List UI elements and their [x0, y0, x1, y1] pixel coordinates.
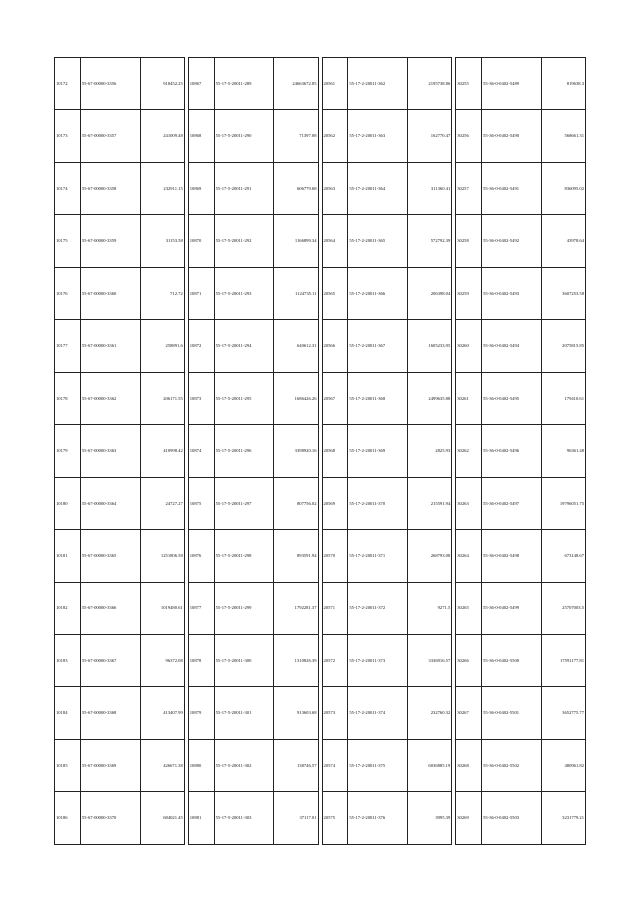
table-row	[55, 582, 185, 634]
document-number-cell: 55-67-00000-3367	[80, 634, 140, 686]
row-number-cell: 10872	[188, 320, 214, 372]
table-column-1	[54, 57, 185, 845]
document-number-cell: 55-17-5-20011-290	[214, 110, 274, 162]
row-number-cell: 20572	[322, 634, 348, 686]
amount-cell: 37117.01	[274, 792, 318, 845]
table-row	[456, 792, 586, 845]
table-row	[322, 425, 452, 477]
amount-cell: 480961.82	[541, 739, 585, 791]
amount-cell: 206171.55	[140, 372, 184, 424]
amount-cell: 241009.48	[140, 110, 184, 162]
document-number-cell: 55-36-0-0402-5491	[482, 162, 542, 214]
amount-cell: 2075815.85	[541, 320, 585, 372]
amount-cell: 31153.58	[140, 215, 184, 267]
amount-cell: 568661.31	[541, 110, 585, 162]
table-row	[55, 320, 185, 372]
amount-cell: 572792.39	[408, 215, 452, 267]
amount-cell: 1251806.58	[140, 530, 184, 582]
table-row	[456, 162, 586, 214]
amount-cell: 1019480.61	[140, 582, 184, 634]
document-number-cell: 55-17-5-20011-298	[214, 530, 274, 582]
row-number-cell: 20573	[322, 687, 348, 739]
document-number-cell: 55-17-5-20011-289	[214, 58, 274, 110]
amount-cell: 410998.42	[140, 425, 184, 477]
document-number-cell: 55-17-2-20011-375	[348, 739, 408, 791]
row-number-cell: 20563	[322, 162, 348, 214]
amount-cell: 9271.5	[408, 582, 452, 634]
document-number-cell: 55-67-00000-3362	[80, 372, 140, 424]
document-number-cell: 55-17-5-20011-292	[214, 215, 274, 267]
document-number-cell: 55-17-2-20011-366	[348, 267, 408, 319]
amount-cell: 2499635.88	[408, 372, 452, 424]
table-row	[456, 372, 586, 424]
amount-cell: 3231779.21	[541, 792, 585, 845]
row-number-cell: 30260	[456, 320, 482, 372]
row-number-cell: 10184	[55, 687, 81, 739]
document-number-cell: 55-17-5-20011-297	[214, 477, 274, 529]
row-number-cell: 30257	[456, 162, 482, 214]
document-number-cell: 55-67-00000-3366	[80, 582, 140, 634]
table-row	[55, 58, 185, 110]
table-row	[55, 792, 185, 845]
table-row	[188, 215, 318, 267]
table-row	[188, 58, 318, 110]
amount-cell: 2825.93	[408, 425, 452, 477]
table-row	[55, 372, 185, 424]
document-number-cell: 55-36-0-0402-5497	[482, 477, 542, 529]
row-number-cell: 20564	[322, 215, 348, 267]
row-number-cell: 10870	[188, 215, 214, 267]
table-row	[188, 582, 318, 634]
document-number-cell: 55-67-00000-3368	[80, 687, 140, 739]
document-number-cell: 55-17-2-20011-363	[348, 110, 408, 162]
row-number-cell: 30255	[456, 58, 482, 110]
table-row	[322, 687, 452, 739]
table-row	[188, 110, 318, 162]
document-number-cell: 55-67-00000-3364	[80, 477, 140, 529]
amount-cell: 232911.15	[140, 162, 184, 214]
document-number-cell: 55-17-2-20011-362	[348, 58, 408, 110]
table-row	[322, 162, 452, 214]
document-number-cell: 55-17-2-20011-369	[348, 425, 408, 477]
amount-cell: 1166899.34	[274, 215, 318, 267]
document-number-cell: 55-17-5-20011-303	[214, 792, 274, 845]
amount-cell: 268793.08	[408, 530, 452, 582]
amount-cell: 913603.68	[274, 687, 318, 739]
row-number-cell: 20570	[322, 530, 348, 582]
row-number-cell: 10874	[188, 425, 214, 477]
table-column-2	[188, 57, 319, 845]
row-number-cell: 10180	[55, 477, 81, 529]
table-row	[55, 739, 185, 791]
amount-cell: 71397.08	[274, 110, 318, 162]
table-row	[188, 792, 318, 845]
table-row	[456, 634, 586, 686]
document-number-cell: 55-17-5-20011-291	[214, 162, 274, 214]
document-number-cell: 55-67-00000-3363	[80, 425, 140, 477]
document-number-cell: 55-17-5-20011-294	[214, 320, 274, 372]
document-number-cell: 55-36-0-0402-5495	[482, 372, 542, 424]
row-number-cell: 10172	[55, 58, 81, 110]
row-number-cell: 10871	[188, 267, 214, 319]
table-row	[322, 372, 452, 424]
amount-cell: 413407.99	[140, 687, 184, 739]
document-number-cell: 55-36-0-0402-5489	[482, 58, 542, 110]
table-row	[55, 110, 185, 162]
document-number-cell: 55-17-2-20011-374	[348, 687, 408, 739]
table-row	[55, 215, 185, 267]
row-number-cell: 10177	[55, 320, 81, 372]
row-number-cell: 30258	[456, 215, 482, 267]
amount-cell: 179410.61	[541, 372, 585, 424]
row-number-cell: 10173	[55, 110, 81, 162]
table-row	[55, 425, 185, 477]
row-number-cell: 10868	[188, 110, 214, 162]
amount-cell: 3607253.58	[541, 267, 585, 319]
amount-cell: 2195738.86	[408, 58, 452, 110]
document-number-cell: 55-67-00000-3369	[80, 739, 140, 791]
row-number-cell: 10881	[188, 792, 214, 845]
table-row	[322, 58, 452, 110]
table-row	[456, 477, 586, 529]
amount-cell: 1124735.11	[274, 267, 318, 319]
table-row	[188, 162, 318, 214]
amount-cell: 96372.08	[140, 634, 184, 686]
table-row	[55, 477, 185, 529]
table-row	[322, 530, 452, 582]
document-number-cell: 55-67-00000-3365	[80, 530, 140, 582]
document-number-cell: 55-36-0-0402-5493	[482, 267, 542, 319]
row-number-cell: 30261	[456, 372, 482, 424]
table-row	[322, 634, 452, 686]
document-number-cell: 55-17-2-20011-364	[348, 162, 408, 214]
row-number-cell: 10880	[188, 739, 214, 791]
row-number-cell: 30269	[456, 792, 482, 845]
amount-cell: 25707003.5	[541, 582, 585, 634]
row-number-cell: 10183	[55, 634, 81, 686]
document-number-cell: 55-36-0-0402-5490	[482, 110, 542, 162]
table-column-4	[455, 57, 586, 845]
table-row	[188, 530, 318, 582]
row-number-cell: 30267	[456, 687, 482, 739]
table-row	[188, 425, 318, 477]
row-number-cell: 20568	[322, 425, 348, 477]
amount-cell: 3995.39	[408, 792, 452, 845]
document-number-cell: 55-67-00000-3356	[80, 58, 140, 110]
amount-cell: 96361.48	[541, 425, 585, 477]
document-number-cell: 55-17-5-20011-295	[214, 372, 274, 424]
document-number-cell: 55-17-2-20011-367	[348, 320, 408, 372]
document-number-cell: 55-36-0-0402-5496	[482, 425, 542, 477]
amount-cell: 3652775.77	[541, 687, 585, 739]
table-row	[456, 58, 586, 110]
amount-cell: 1605233.95	[408, 320, 452, 372]
table-row	[188, 267, 318, 319]
row-number-cell: 10869	[188, 162, 214, 214]
amount-cell: 206398.04	[408, 267, 452, 319]
amount-cell: 673148.67	[541, 530, 585, 582]
document-number-cell: 55-36-0-0402-5500	[482, 634, 542, 686]
table-row	[322, 739, 452, 791]
amount-cell: 426671.38	[140, 739, 184, 791]
document-number-cell: 55-17-5-20011-301	[214, 687, 274, 739]
document-number-cell: 55-17-2-20011-372	[348, 582, 408, 634]
row-number-cell: 10176	[55, 267, 81, 319]
amount-cell: 893591.94	[274, 530, 318, 582]
document-number-cell: 55-67-00000-3357	[80, 110, 140, 162]
amount-cell: 17591177.81	[541, 634, 585, 686]
document-number-cell: 55-17-5-20011-300	[214, 634, 274, 686]
document-number-cell: 55-67-00000-3361	[80, 320, 140, 372]
amount-cell: 684021.45	[140, 792, 184, 845]
amount-cell: 6036885.19	[408, 739, 452, 791]
amount-cell: 24727.27	[140, 477, 184, 529]
row-number-cell: 10876	[188, 530, 214, 582]
row-number-cell: 10178	[55, 372, 81, 424]
document-number-cell: 55-17-5-20011-302	[214, 739, 274, 791]
row-number-cell: 10185	[55, 739, 81, 791]
amount-cell: 918452.25	[140, 58, 184, 110]
row-number-cell: 10878	[188, 634, 214, 686]
table-row	[456, 530, 586, 582]
document-number-cell: 55-17-5-20011-293	[214, 267, 274, 319]
row-number-cell: 30268	[456, 739, 482, 791]
table-column-3	[322, 57, 453, 845]
table-row	[188, 634, 318, 686]
table-row	[188, 477, 318, 529]
document-number-cell: 55-17-5-20011-299	[214, 582, 274, 634]
row-number-cell: 10867	[188, 58, 214, 110]
row-number-cell: 10182	[55, 582, 81, 634]
row-number-cell: 20562	[322, 110, 348, 162]
table-row	[456, 425, 586, 477]
row-number-cell: 20574	[322, 739, 348, 791]
row-number-cell: 30256	[456, 110, 482, 162]
document-number-cell: 55-67-00000-3359	[80, 215, 140, 267]
row-number-cell: 20569	[322, 477, 348, 529]
amount-cell: 311360.41	[408, 162, 452, 214]
row-number-cell: 10875	[188, 477, 214, 529]
table-row	[322, 792, 452, 845]
document-number-cell: 55-36-0-0402-5492	[482, 215, 542, 267]
amount-cell: 19796051.75	[541, 477, 585, 529]
table-row	[456, 687, 586, 739]
table-row	[322, 320, 452, 372]
row-number-cell: 20575	[322, 792, 348, 845]
document-number-cell: 55-17-5-20011-296	[214, 425, 274, 477]
row-number-cell: 30265	[456, 582, 482, 634]
document-number-cell: 55-36-0-0402-5499	[482, 582, 542, 634]
document-number-cell: 55-67-00000-3370	[80, 792, 140, 845]
row-number-cell: 10879	[188, 687, 214, 739]
amount-cell: 1686426.26	[274, 372, 318, 424]
document-number-cell: 55-36-0-0402-5498	[482, 530, 542, 582]
amount-cell: 258891.6	[140, 320, 184, 372]
amount-cell: 1310826.39	[274, 634, 318, 686]
row-number-cell: 20566	[322, 320, 348, 372]
table-row	[456, 110, 586, 162]
document-number-cell: 55-67-00000-3360	[80, 267, 140, 319]
row-number-cell: 10186	[55, 792, 81, 845]
table-row	[322, 477, 452, 529]
document-number-cell: 55-36-0-0402-5503	[482, 792, 542, 845]
amount-cell: 807756.02	[274, 477, 318, 529]
document-number-cell: 55-17-2-20011-371	[348, 530, 408, 582]
table-row	[55, 530, 185, 582]
amount-cell: 162770.47	[408, 110, 452, 162]
amount-cell: 1792281.37	[274, 582, 318, 634]
row-number-cell: 20561	[322, 58, 348, 110]
amount-cell: 712.72	[140, 267, 184, 319]
row-number-cell: 20565	[322, 267, 348, 319]
document-number-cell: 55-67-00000-3358	[80, 162, 140, 214]
document-number-cell: 55-17-2-20011-368	[348, 372, 408, 424]
amount-cell: 24663672.85	[274, 58, 318, 110]
document-number-cell: 55-36-0-0402-5494	[482, 320, 542, 372]
table-row	[188, 739, 318, 791]
data-tables	[54, 57, 586, 845]
table-row	[456, 739, 586, 791]
document-number-cell: 55-17-2-20011-376	[348, 792, 408, 845]
row-number-cell: 30264	[456, 530, 482, 582]
row-number-cell: 10877	[188, 582, 214, 634]
row-number-cell: 10181	[55, 530, 81, 582]
table-row	[322, 110, 452, 162]
document-number-cell: 55-17-2-20011-373	[348, 634, 408, 686]
table-row	[55, 634, 185, 686]
table-row	[322, 215, 452, 267]
row-number-cell: 20571	[322, 582, 348, 634]
amount-cell: 232760.32	[408, 687, 452, 739]
row-number-cell: 30262	[456, 425, 482, 477]
row-number-cell: 30259	[456, 267, 482, 319]
row-number-cell: 10175	[55, 215, 81, 267]
amount-cell: 640612.31	[274, 320, 318, 372]
document-number-cell: 55-36-0-0402-5501	[482, 687, 542, 739]
table-row	[55, 267, 185, 319]
table-row	[322, 582, 452, 634]
document-number-cell: 55-17-2-20011-370	[348, 477, 408, 529]
table-row	[55, 687, 185, 739]
amount-cell: 3336916.57	[408, 634, 452, 686]
document-number-cell: 55-36-0-0402-5502	[482, 739, 542, 791]
table-row	[456, 582, 586, 634]
row-number-cell: 30263	[456, 477, 482, 529]
amount-cell: 606779.68	[274, 162, 318, 214]
table-row	[188, 320, 318, 372]
amount-cell: 836095.02	[541, 162, 585, 214]
amount-cell: 3398920.16	[274, 425, 318, 477]
row-number-cell: 10873	[188, 372, 214, 424]
amount-cell: 138746.57	[274, 739, 318, 791]
table-row	[55, 162, 185, 214]
table-row	[188, 372, 318, 424]
amount-cell: 215591.94	[408, 477, 452, 529]
amount-cell: 819638.3	[541, 58, 585, 110]
table-row	[322, 267, 452, 319]
table-row	[456, 215, 586, 267]
row-number-cell: 20567	[322, 372, 348, 424]
row-number-cell: 30266	[456, 634, 482, 686]
row-number-cell: 10179	[55, 425, 81, 477]
document-number-cell: 55-17-2-20011-365	[348, 215, 408, 267]
table-row	[456, 320, 586, 372]
row-number-cell: 10174	[55, 162, 81, 214]
amount-cell: 43978.64	[541, 215, 585, 267]
table-row	[188, 687, 318, 739]
table-row	[456, 267, 586, 319]
